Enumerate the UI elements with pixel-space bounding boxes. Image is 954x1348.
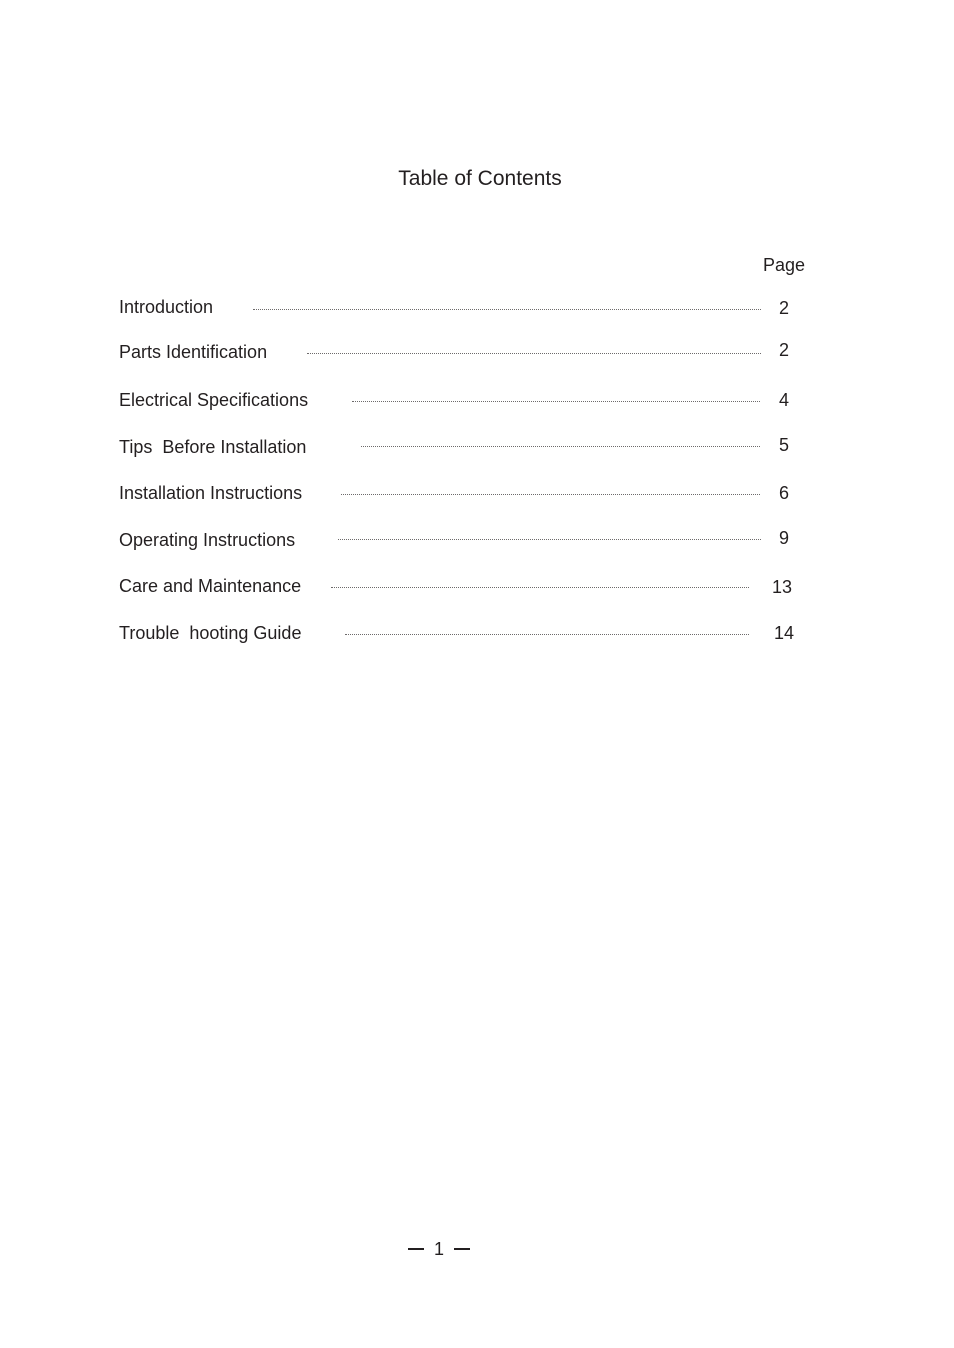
toc-entry-page: 14 <box>773 623 795 643</box>
page-number: 1 <box>433 1239 444 1259</box>
toc-entry-page: 5 <box>778 435 789 455</box>
toc-leader-dots <box>331 587 749 588</box>
toc-entry-page: 6 <box>778 483 789 503</box>
toc-entry-page: 9 <box>778 528 789 548</box>
toc-entry-care-and-maintenance <box>119 574 820 598</box>
toc-leader-dots <box>253 309 761 310</box>
toc-entry-label: Tips Before Installation <box>119 437 307 457</box>
toc-entry-introduction <box>119 295 820 319</box>
toc-entry-label: Operating Instructions <box>119 530 296 550</box>
toc-leader-dots <box>341 494 760 495</box>
toc-entry-page: 2 <box>778 340 789 360</box>
toc-entry-label: Trouble hooting Guide <box>119 623 302 643</box>
toc-entry-page: 13 <box>771 577 793 597</box>
toc-entry-troubleshooting-guide <box>119 621 820 645</box>
page-footer <box>405 1237 475 1261</box>
toc-entry-label: Care and Maintenance <box>119 576 302 596</box>
toc-entry-electrical-specifications <box>119 388 820 412</box>
toc-entry-parts-identification <box>119 340 820 364</box>
footer-dash-right <box>454 1248 470 1250</box>
toc-leader-dots <box>345 634 749 635</box>
toc-leader-dots <box>352 401 760 402</box>
toc-entry-tips-before-installation <box>119 435 820 459</box>
toc-entry-label: Installation Instructions <box>119 483 303 503</box>
page-title: Table of Contents <box>398 167 562 190</box>
toc-leader-dots <box>307 353 761 354</box>
toc-entry-label: Parts Identification <box>119 342 268 362</box>
toc-leader-dots <box>338 539 761 540</box>
toc-leader-dots <box>361 446 760 447</box>
page-column-header: Page <box>762 255 806 275</box>
toc-entry-label: Electrical Specifications <box>119 390 309 410</box>
toc-entry-installation-instructions <box>119 481 820 505</box>
toc-entry-page: 4 <box>778 390 789 410</box>
toc-entry-page: 2 <box>778 298 789 318</box>
toc-entry-label: Introduction <box>119 297 214 317</box>
toc-entry-operating-instructions <box>119 528 820 552</box>
